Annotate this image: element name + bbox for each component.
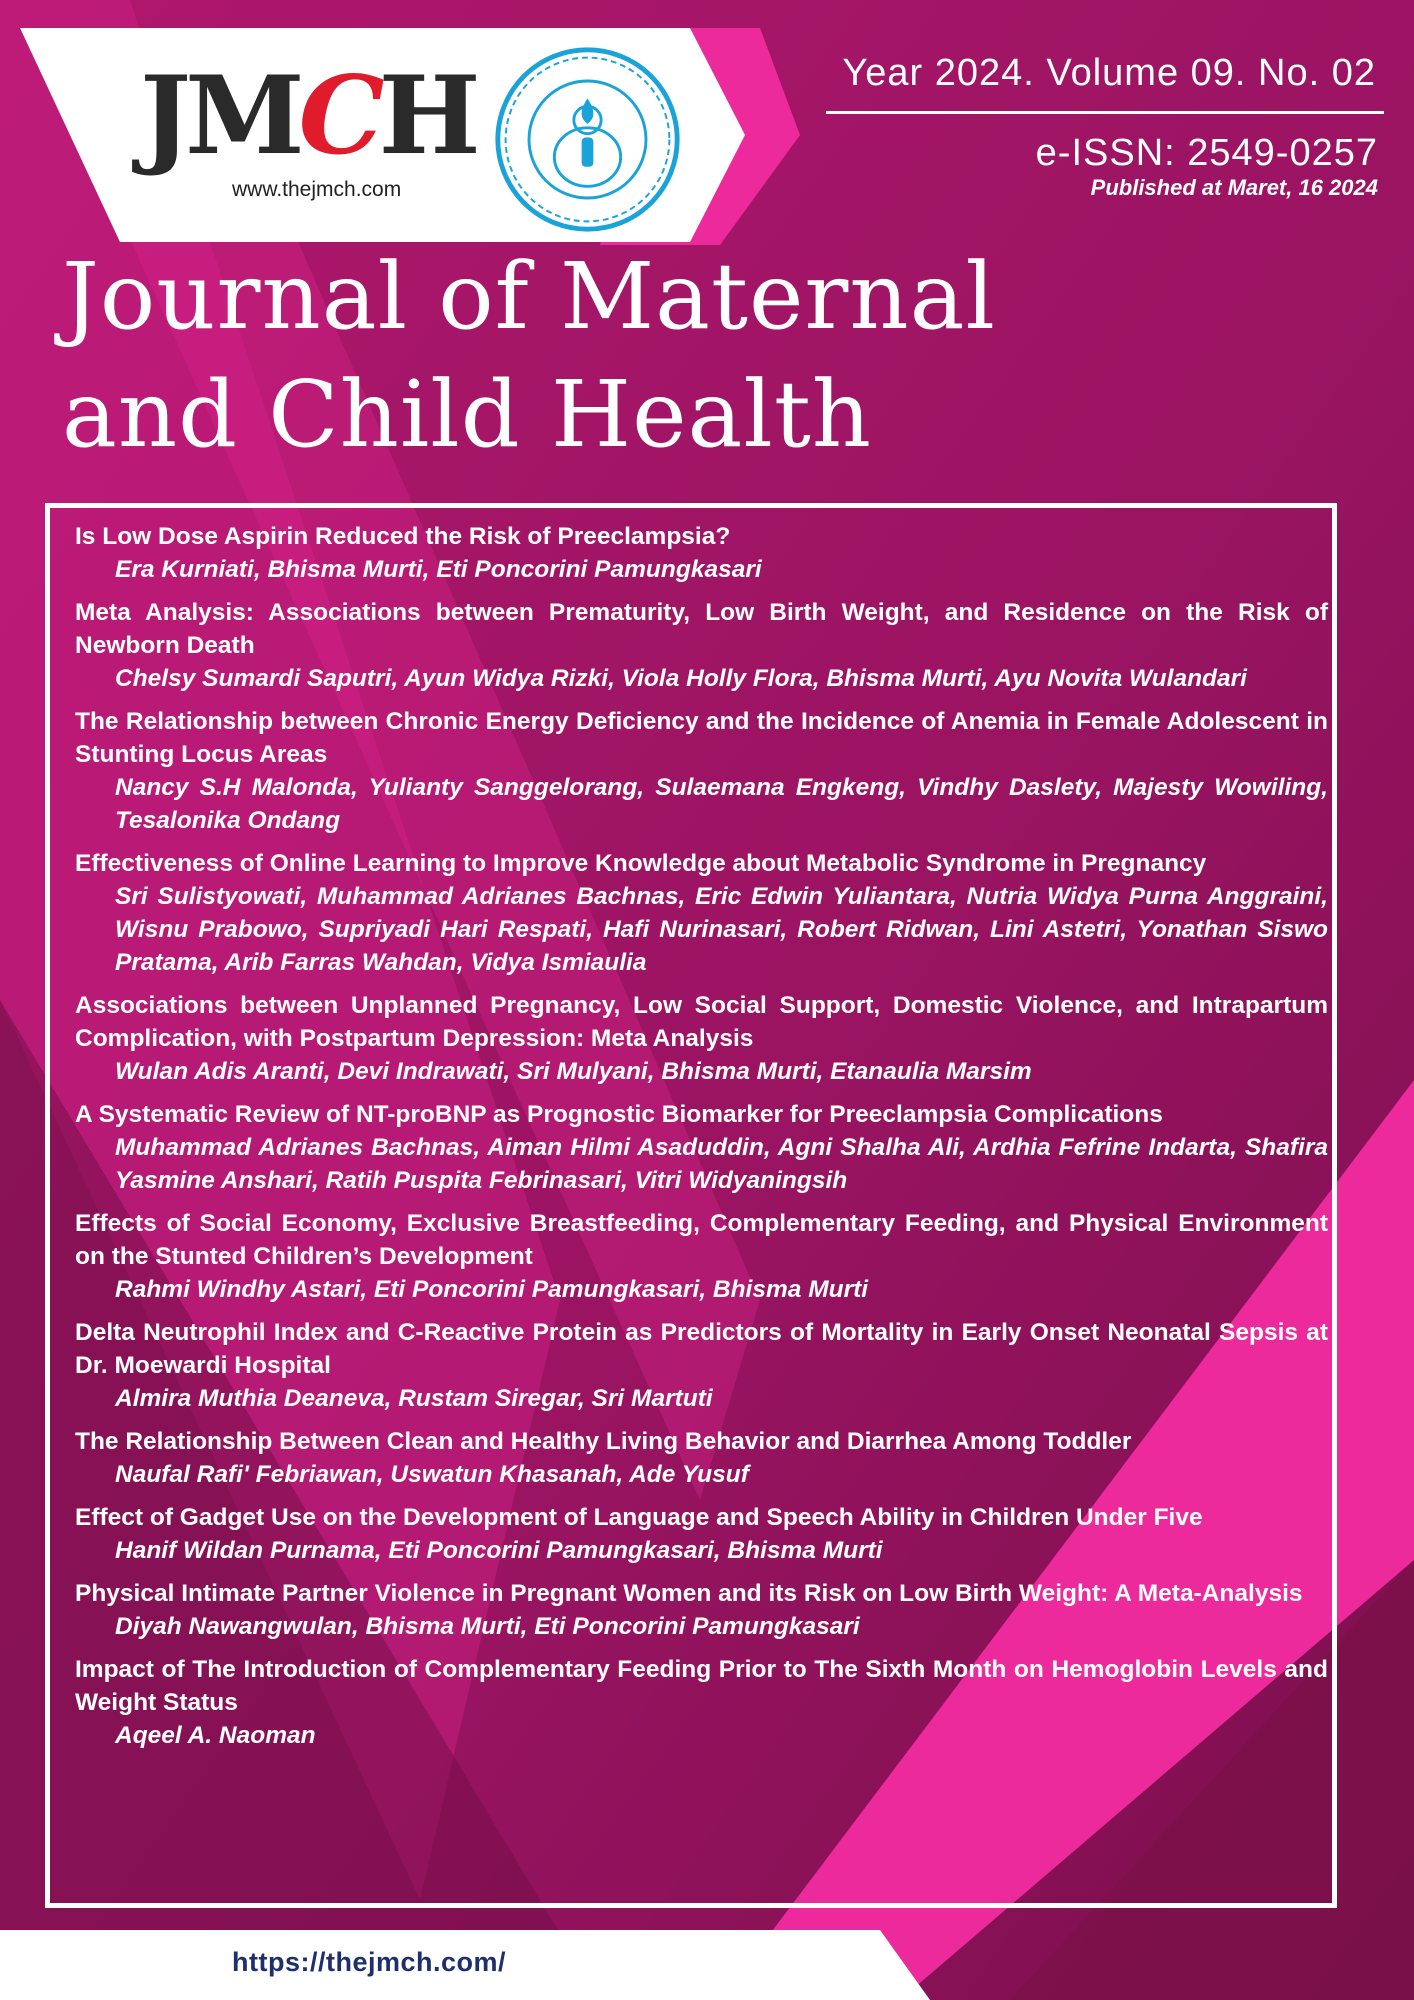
article-title[interactable]: Associations between Unplanned Pregnancy, Low Social Support, Domestic Violence, and Intrapartum Complication, with Postpartum Depression: Meta Analysis bbox=[75, 992, 1328, 1052]
article-item[interactable] bbox=[75, 847, 1328, 979]
article-item[interactable] bbox=[75, 1653, 1328, 1752]
article-title[interactable]: Physical Intimate Partner Violence in Pregnant Women and its Risk on Low Birth Weight: A Meta-Analysis bbox=[75, 1580, 1303, 1607]
article-authors: Nancy S.H Malonda, Yulianty Sanggelorang, Sulaemana Engkeng, Vindhy Daslety, Majesty Wowiling, Tesalonika Ondang bbox=[115, 774, 1328, 834]
article-title[interactable]: Delta Neutrophil Index and C-Reactive Protein as Predictors of Mortality in Early Onset Neonatal Sepsis at Dr. Moewardi Hospital bbox=[75, 1319, 1328, 1379]
article-item[interactable] bbox=[75, 1207, 1328, 1306]
article-title[interactable]: Effects of Social Economy, Exclusive Breastfeeding, Complementary Feeding, and Physical Environment on the Stunted Children’s Development bbox=[75, 1210, 1328, 1270]
article-authors: Muhammad Adrianes Bachnas, Aiman Hilmi Asaduddin, Agni Shalha Ali, Ardhia Fefrine Indarta, Shafira Yasmine Anshari, Ratih Puspita Febrinasari, Vitri Widyaningsih bbox=[115, 1134, 1328, 1194]
issue-info bbox=[826, 52, 1384, 201]
logo-text-mid: C bbox=[298, 53, 379, 179]
article-authors: Naufal Rafi' Febriawan, Uswatun Khasanah, Ade Yusuf bbox=[115, 1461, 749, 1488]
article-authors: Era Kurniati, Bhisma Murti, Eti Poncorini Pamungkasari bbox=[115, 556, 762, 583]
article-item[interactable] bbox=[75, 1425, 1328, 1491]
article-item[interactable] bbox=[75, 520, 1328, 586]
article-title[interactable]: A Systematic Review of NT-proBNP as Prognostic Biomarker for Preeclampsia Complications bbox=[75, 1101, 1163, 1128]
article-title[interactable]: Meta Analysis: Associations between Prematurity, Low Birth Weight, and Residence on the Risk of Newborn Death bbox=[75, 599, 1328, 659]
article-item[interactable] bbox=[75, 596, 1328, 695]
article-authors: Sri Sulistyowati, Muhammad Adrianes Bachnas, Eric Edwin Yuliantara, Nutria Widya Purna Anggraini, Wisnu Prabowo, Supriyadi Hari Respati, Hafi Nurinasari, Robert Ridwan, Lini Astetri, Yonathan Siswo Pratama, Arib Farras Wahdan, Vidya Ismiaulia bbox=[115, 883, 1328, 976]
journal-logo[interactable] bbox=[140, 53, 475, 179]
logo-text-prefix: JM bbox=[140, 53, 299, 179]
article-item[interactable] bbox=[75, 1316, 1328, 1415]
article-item[interactable] bbox=[75, 1098, 1328, 1197]
issue-issn: e-ISSN: 2549-0257 bbox=[1035, 132, 1378, 174]
issue-published-date: Published at Maret, 16 2024 bbox=[1090, 175, 1378, 200]
article-authors: Almira Muthia Deaneva, Rustam Siregar, Sri Martuti bbox=[115, 1385, 713, 1412]
journal-title-line1: Journal of Maternal bbox=[62, 243, 996, 350]
journal-title-line2: and Child Health bbox=[62, 361, 873, 468]
article-authors: Aqeel A. Naoman bbox=[115, 1722, 316, 1749]
university-seal-icon bbox=[490, 42, 685, 237]
article-item[interactable] bbox=[75, 1577, 1328, 1643]
article-authors: Chelsy Sumardi Saputri, Ayun Widya Rizki, Viola Holly Flora, Bhisma Murti, Ayu Novita Wulandari bbox=[115, 665, 1247, 692]
toc-list bbox=[75, 520, 1328, 1762]
article-item[interactable] bbox=[75, 989, 1328, 1088]
table-of-contents bbox=[45, 503, 1337, 1908]
article-item[interactable] bbox=[75, 1501, 1328, 1567]
article-authors: Wulan Adis Aranti, Devi Indrawati, Sri Mulyani, Bhisma Murti, Etanaulia Marsim bbox=[115, 1058, 1032, 1085]
issue-year-volume: Year 2024. Volume 09. No. 02 bbox=[826, 52, 1384, 114]
article-item[interactable] bbox=[75, 705, 1328, 837]
article-title[interactable]: Effect of Gadget Use on the Development of Language and Speech Ability in Children Under Five bbox=[75, 1504, 1203, 1531]
article-authors: Rahmi Windhy Astari, Eti Poncorini Pamungkasari, Bhisma Murti bbox=[115, 1276, 869, 1303]
article-authors: Diyah Nawangwulan, Bhisma Murti, Eti Poncorini Pamungkasari bbox=[115, 1613, 860, 1640]
logo-website[interactable]: www.thejmch.com bbox=[232, 178, 402, 201]
article-title[interactable]: Effectiveness of Online Learning to Improve Knowledge about Metabolic Syndrome in Pregnancy bbox=[75, 850, 1207, 877]
article-authors: Hanif Wildan Purnama, Eti Poncorini Pamungkasari, Bhisma Murti bbox=[115, 1537, 883, 1564]
journal-title bbox=[62, 238, 996, 474]
footer-banner bbox=[0, 1930, 1414, 2000]
article-title[interactable]: Is Low Dose Aspirin Reduced the Risk of Preeclampsia? bbox=[75, 523, 731, 550]
article-title[interactable]: The Relationship Between Clean and Healthy Living Behavior and Diarrhea Among Toddler bbox=[75, 1428, 1132, 1455]
article-title[interactable]: The Relationship between Chronic Energy Deficiency and the Incidence of Anemia in Female Adolescent in Stunting Locus Areas bbox=[75, 708, 1328, 768]
footer-website-link[interactable]: https://thejmch.com/ bbox=[232, 1947, 507, 1977]
logo-text-suffix: H bbox=[378, 53, 475, 179]
article-title[interactable]: Impact of The Introduction of Complementary Feeding Prior to The Sixth Month on Hemoglobin Levels and Weight Status bbox=[75, 1656, 1328, 1716]
